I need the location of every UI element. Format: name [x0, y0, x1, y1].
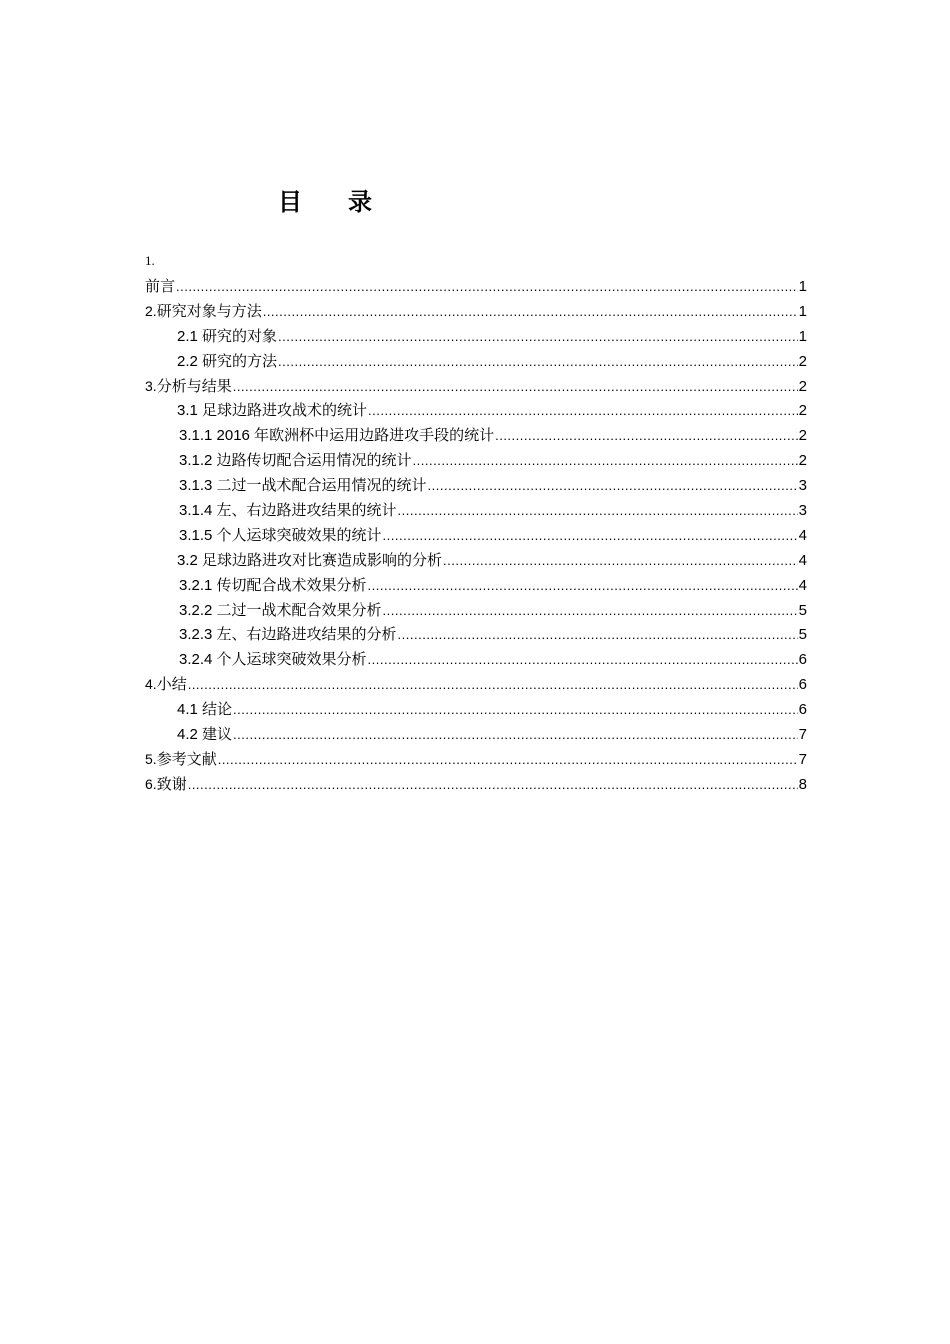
toc-entry-text: 前言: [145, 277, 176, 295]
toc-entry-label: [177, 548, 442, 574]
toc-entry-label: [145, 772, 187, 797]
toc-page-number: 2: [798, 402, 807, 420]
toc-entry-number: 3.1.5: [179, 526, 217, 544]
toc-entry[interactable]: [145, 548, 807, 573]
dot-leader: [368, 399, 798, 424]
toc-entry-number: 3.1.1 2016: [179, 427, 255, 445]
toc-entry-number: 3.1.3: [179, 477, 217, 495]
toc-entry-text: 参考文献: [156, 749, 217, 768]
toc-entry-text: 年欧洲杯中运用边路进攻手段的统计: [254, 426, 495, 445]
toc-page-number: 8: [798, 775, 807, 793]
page-title: 目录: [278, 188, 418, 216]
toc-page-number: 4: [798, 526, 807, 544]
toc-entry[interactable]: [145, 647, 807, 672]
dot-leader: [368, 574, 798, 599]
toc-entry[interactable]: [145, 747, 807, 772]
toc-entry-number: 3.2.4: [179, 651, 217, 669]
dot-leader: [176, 275, 798, 300]
table-of-contents: [145, 274, 807, 797]
dot-leader: [398, 623, 798, 648]
toc-entry-number: 4.1: [177, 701, 203, 719]
toc-page-number: 1: [798, 278, 807, 295]
dot-leader: [188, 773, 798, 798]
toc-entry-number: 3.1.4: [179, 502, 217, 520]
toc-entry-text: 研究的方法: [202, 351, 278, 370]
toc-entry-label: [179, 622, 397, 648]
toc-entry[interactable]: [145, 324, 807, 349]
toc-entry-label: [177, 349, 277, 375]
toc-entry-number: 6.: [145, 775, 157, 792]
toc-entry-text: 足球边路进攻对比赛造成影响的分析: [202, 550, 443, 569]
toc-entry-text: 分析与结果: [156, 376, 232, 395]
toc-entry-text: 致谢: [156, 774, 187, 793]
toc-page-number: 3: [798, 502, 807, 520]
toc-entry-number: 2.1: [177, 327, 203, 345]
toc-entry-text: 足球边路进攻战术的统计: [202, 401, 368, 420]
toc-page-number: 3: [798, 477, 807, 495]
toc-entry-number: 4.: [145, 676, 157, 693]
toc-entry-label: [179, 498, 397, 524]
toc-entry[interactable]: [145, 374, 807, 399]
toc-entry[interactable]: [145, 722, 807, 747]
toc-entry-label: [179, 523, 382, 549]
toc-entry-label: [145, 374, 232, 399]
toc-entry-label: [179, 573, 367, 599]
dot-leader: [398, 499, 798, 524]
toc-entry[interactable]: [145, 772, 807, 797]
dot-leader: [263, 300, 798, 325]
toc-entry-label: [145, 299, 262, 324]
toc-page-number: 2: [798, 427, 807, 445]
dot-leader: [218, 748, 798, 773]
toc-page-number: 4: [798, 576, 807, 594]
toc-entry-text: 左、右边路进攻结果的分析: [216, 625, 397, 644]
dot-leader: [383, 524, 798, 549]
dot-leader: [495, 424, 798, 449]
stray-list-number: 1.: [145, 253, 155, 268]
dot-leader: [188, 673, 798, 698]
toc-entry-text: 研究对象与方法: [156, 301, 262, 320]
toc-entry[interactable]: [145, 598, 807, 623]
toc-entry-text: 左、右边路进攻结果的统计: [216, 501, 397, 520]
toc-entry-number: 3.2: [177, 551, 203, 569]
toc-page-number: 6: [798, 676, 807, 694]
toc-entry-label: [179, 448, 412, 474]
toc-entry-label: [179, 647, 367, 673]
toc-entry-text: 个人运球突破效果分析: [216, 650, 367, 669]
toc-entry-number: 2.2: [177, 352, 203, 370]
toc-entry[interactable]: [145, 523, 807, 548]
toc-entry-label: [177, 398, 367, 424]
toc-entry-label: [145, 274, 175, 299]
toc-page-number: 2: [798, 452, 807, 470]
toc-page-number: 5: [798, 626, 807, 644]
toc-entry-text: 建议: [202, 725, 233, 744]
toc-entry[interactable]: [145, 498, 807, 523]
toc-page-number: 6: [798, 651, 807, 669]
dot-leader: [428, 474, 798, 499]
toc-page-number: 7: [798, 726, 807, 744]
toc-entry-text: 结论: [202, 700, 233, 719]
toc-entry-number: 3.2.3: [179, 626, 217, 644]
toc-entry-number: 3.1.2: [179, 452, 217, 470]
dot-leader: [383, 599, 798, 624]
toc-page-number: 5: [798, 601, 807, 619]
toc-entry[interactable]: [145, 349, 807, 374]
toc-entry[interactable]: [145, 573, 807, 598]
toc-entry-number: 5.: [145, 750, 157, 767]
toc-entry[interactable]: [145, 423, 807, 448]
toc-entry-label: [145, 672, 187, 697]
toc-entry-number: 3.2.1: [179, 576, 217, 594]
toc-entry[interactable]: [145, 299, 807, 324]
toc-entry[interactable]: [145, 622, 807, 647]
toc-page-number: 2: [798, 377, 807, 395]
toc-entry-text: 边路传切配合运用情况的统计: [216, 451, 412, 470]
dot-leader: [413, 449, 798, 474]
toc-entry-label: [177, 722, 232, 748]
toc-entry-label: [179, 598, 382, 624]
toc-entry[interactable]: [145, 274, 807, 299]
dot-leader: [233, 723, 798, 748]
toc-entry-text: 二过一战术配合运用情况的统计: [216, 476, 427, 495]
toc-page-number: 2: [798, 352, 807, 370]
toc-page-number: 1: [798, 302, 807, 320]
toc-entry-label: [179, 473, 427, 499]
toc-page-number: 6: [798, 701, 807, 719]
dot-leader: [443, 549, 798, 574]
dot-leader: [278, 350, 798, 375]
toc-entry-label: [177, 697, 232, 723]
dot-leader: [233, 698, 798, 723]
toc-entry-label: [145, 747, 217, 772]
toc-entry[interactable]: [145, 473, 807, 498]
toc-entry[interactable]: [145, 398, 807, 423]
toc-entry-text: 二过一战术配合效果分析: [216, 600, 382, 619]
toc-entry[interactable]: [145, 672, 807, 697]
toc-entry-number: 3.: [145, 377, 157, 394]
toc-entry-number: 3.1: [177, 402, 203, 420]
toc-page-number: 7: [798, 750, 807, 768]
toc-page-number: 4: [798, 551, 807, 569]
toc-entry-number: 3.2.2: [179, 601, 217, 619]
toc-entry[interactable]: [145, 448, 807, 473]
toc-entry[interactable]: [145, 697, 807, 722]
toc-entry-text: 个人运球突破效果的统计: [216, 525, 382, 544]
toc-entry-label: [177, 324, 277, 350]
dot-leader: [233, 375, 798, 400]
dot-leader: [368, 648, 798, 673]
toc-entry-number: 2.: [145, 302, 157, 319]
toc-entry-label: [179, 423, 494, 449]
dot-leader: [278, 325, 798, 350]
toc-entry-number: 4.2: [177, 726, 203, 744]
toc-entry-text: 传切配合战术效果分析: [216, 575, 367, 594]
toc-entry-text: 研究的对象: [202, 326, 278, 345]
toc-entry-text: 小结: [156, 675, 187, 694]
toc-page-number: 1: [798, 327, 807, 345]
